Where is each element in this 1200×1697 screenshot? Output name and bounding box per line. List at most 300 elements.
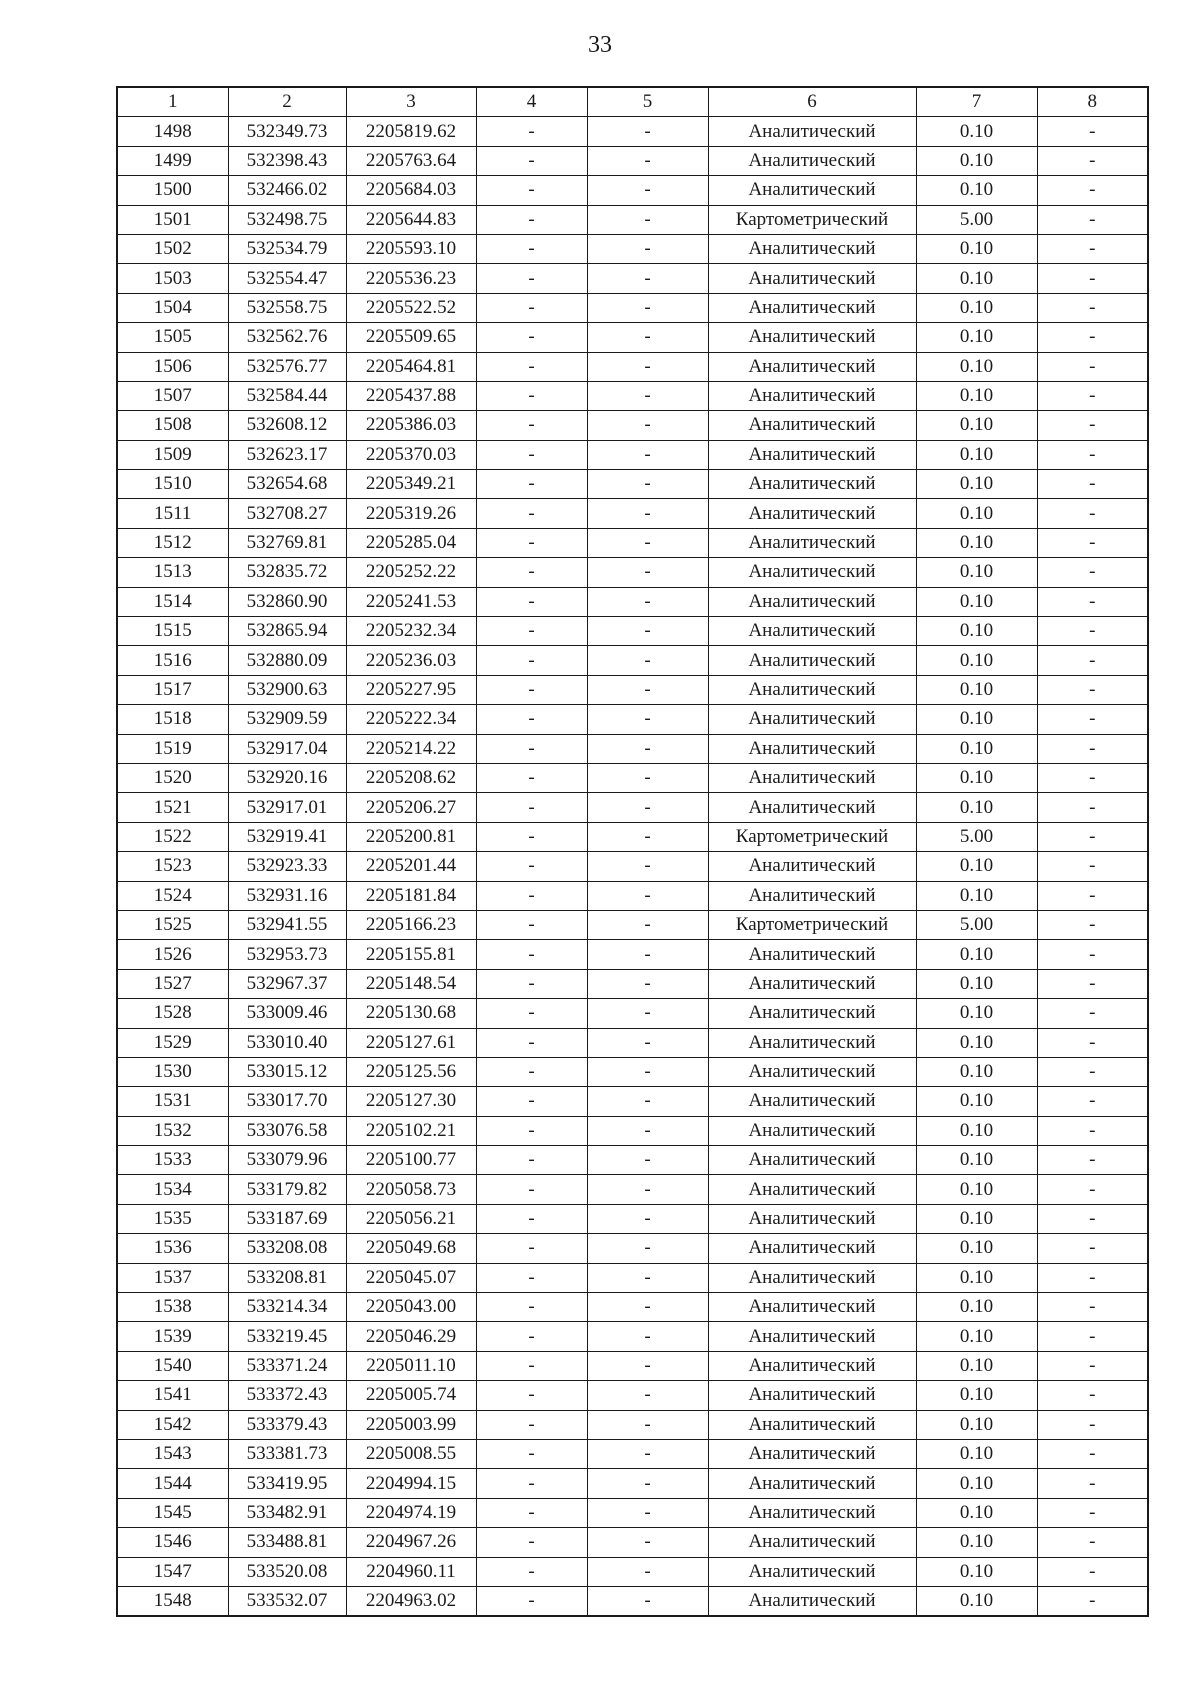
x-coordinate-cell: 532953.73 [228,940,346,969]
column-5-cell: - [587,234,708,263]
x-coordinate-cell: 532498.75 [228,205,346,234]
table-row [117,1057,1148,1086]
table-row [117,117,1148,146]
method-cell: Аналитический [708,1586,916,1616]
method-cell: Аналитический [708,1557,916,1586]
column-4-cell: - [476,234,587,263]
method-cell: Аналитический [708,234,916,263]
column-5-cell: - [587,1028,708,1057]
column-8-cell: - [1037,1263,1148,1292]
method-cell: Аналитический [708,646,916,675]
table-row [117,1087,1148,1116]
method-cell: Аналитический [708,881,916,910]
accuracy-cell: 0.10 [916,940,1037,969]
accuracy-cell: 0.10 [916,1498,1037,1527]
point-number-cell: 1530 [117,1057,228,1086]
column-8-cell: - [1037,1351,1148,1380]
column-5-cell: - [587,1322,708,1351]
point-number-cell: 1523 [117,852,228,881]
x-coordinate-cell: 532558.75 [228,293,346,322]
table-row [117,440,1148,469]
y-coordinate-cell: 2205227.95 [346,675,476,704]
accuracy-cell: 5.00 [916,910,1037,939]
column-4-cell: - [476,940,587,969]
column-4-cell: - [476,205,587,234]
x-coordinate-cell: 532562.76 [228,323,346,352]
column-4-cell: - [476,264,587,293]
method-cell: Аналитический [708,528,916,557]
column-8-cell: - [1037,646,1148,675]
table-row [117,646,1148,675]
x-coordinate-cell: 532835.72 [228,558,346,587]
column-8-cell: - [1037,969,1148,998]
x-coordinate-cell: 533015.12 [228,1057,346,1086]
y-coordinate-cell: 2204974.19 [346,1498,476,1527]
point-number-cell: 1525 [117,910,228,939]
column-4-cell: - [476,1351,587,1380]
method-cell: Аналитический [708,1263,916,1292]
column-5-cell: - [587,1528,708,1557]
column-5-cell: - [587,822,708,851]
column-4-cell: - [476,293,587,322]
accuracy-cell: 0.10 [916,734,1037,763]
x-coordinate-cell: 533419.95 [228,1469,346,1498]
accuracy-cell: 0.10 [916,1381,1037,1410]
y-coordinate-cell: 2205049.68 [346,1234,476,1263]
x-coordinate-cell: 533379.43 [228,1410,346,1439]
x-coordinate-cell: 532860.90 [228,587,346,616]
column-8-cell: - [1037,1410,1148,1439]
method-cell: Аналитический [708,381,916,410]
x-coordinate-cell: 532967.37 [228,969,346,998]
x-coordinate-cell: 532608.12 [228,411,346,440]
table-row [117,940,1148,969]
point-number-cell: 1514 [117,587,228,616]
table-row [117,1116,1148,1145]
column-5-cell: - [587,352,708,381]
column-5-cell: - [587,1498,708,1527]
column-8-cell: - [1037,323,1148,352]
column-5-cell: - [587,617,708,646]
y-coordinate-cell: 2205252.22 [346,558,476,587]
point-number-cell: 1544 [117,1469,228,1498]
column-5-cell: - [587,1351,708,1380]
accuracy-cell: 0.10 [916,1469,1037,1498]
x-coordinate-cell: 532865.94 [228,617,346,646]
column-8-cell: - [1037,940,1148,969]
method-cell: Аналитический [708,1087,916,1116]
y-coordinate-cell: 2205370.03 [346,440,476,469]
column-4-cell: - [476,793,587,822]
y-coordinate-cell: 2205043.00 [346,1293,476,1322]
x-coordinate-cell: 533009.46 [228,999,346,1028]
accuracy-cell: 0.10 [916,1351,1037,1380]
method-cell: Аналитический [708,117,916,146]
accuracy-cell: 0.10 [916,234,1037,263]
point-number-cell: 1517 [117,675,228,704]
x-coordinate-cell: 533520.08 [228,1557,346,1586]
column-4-cell: - [476,558,587,587]
method-cell: Картометрический [708,822,916,851]
x-coordinate-cell: 532708.27 [228,499,346,528]
y-coordinate-cell: 2205464.81 [346,352,476,381]
x-coordinate-cell: 532584.44 [228,381,346,410]
point-number-cell: 1500 [117,176,228,205]
header-cell: 8 [1037,87,1148,117]
column-8-cell: - [1037,1057,1148,1086]
table-row [117,1528,1148,1557]
table-row [117,1381,1148,1410]
table-row [117,323,1148,352]
accuracy-cell: 5.00 [916,205,1037,234]
y-coordinate-cell: 2205127.30 [346,1087,476,1116]
table-row [117,1146,1148,1175]
column-5-cell: - [587,411,708,440]
column-4-cell: - [476,1263,587,1292]
column-4-cell: - [476,646,587,675]
column-5-cell: - [587,381,708,410]
y-coordinate-cell: 2205200.81 [346,822,476,851]
y-coordinate-cell: 2205046.29 [346,1322,476,1351]
x-coordinate-cell: 532349.73 [228,117,346,146]
column-4-cell: - [476,969,587,998]
x-coordinate-cell: 532466.02 [228,176,346,205]
method-cell: Картометрический [708,205,916,234]
accuracy-cell: 0.10 [916,146,1037,175]
column-8-cell: - [1037,1498,1148,1527]
x-coordinate-cell: 532769.81 [228,528,346,557]
table-row [117,528,1148,557]
y-coordinate-cell: 2205003.99 [346,1410,476,1439]
method-cell: Аналитический [708,323,916,352]
table-row [117,734,1148,763]
x-coordinate-cell: 532909.59 [228,705,346,734]
table-row [117,1586,1148,1616]
table-row [117,146,1148,175]
x-coordinate-cell: 533208.81 [228,1263,346,1292]
column-5-cell: - [587,999,708,1028]
column-4-cell: - [476,117,587,146]
column-4-cell: - [476,1293,587,1322]
x-coordinate-cell: 533488.81 [228,1528,346,1557]
point-number-cell: 1547 [117,1557,228,1586]
method-cell: Аналитический [708,1469,916,1498]
point-number-cell: 1524 [117,881,228,910]
table-row [117,352,1148,381]
accuracy-cell: 0.10 [916,176,1037,205]
table-row [117,1439,1148,1468]
column-4-cell: - [476,1557,587,1586]
x-coordinate-cell: 533219.45 [228,1322,346,1351]
column-8-cell: - [1037,528,1148,557]
accuracy-cell: 0.10 [916,381,1037,410]
column-4-cell: - [476,146,587,175]
table-row [117,1498,1148,1527]
table-row [117,293,1148,322]
column-4-cell: - [476,705,587,734]
header-cell: 7 [916,87,1037,117]
column-5-cell: - [587,440,708,469]
accuracy-cell: 0.10 [916,499,1037,528]
method-cell: Картометрический [708,910,916,939]
x-coordinate-cell: 533010.40 [228,1028,346,1057]
accuracy-cell: 0.10 [916,1116,1037,1145]
x-coordinate-cell: 532931.16 [228,881,346,910]
column-8-cell: - [1037,1087,1148,1116]
column-8-cell: - [1037,705,1148,734]
column-4-cell: - [476,1175,587,1204]
column-4-cell: - [476,1498,587,1527]
column-8-cell: - [1037,1439,1148,1468]
y-coordinate-cell: 2204963.02 [346,1586,476,1616]
y-coordinate-cell: 2205045.07 [346,1263,476,1292]
method-cell: Аналитический [708,793,916,822]
column-8-cell: - [1037,117,1148,146]
column-4-cell: - [476,411,587,440]
point-number-cell: 1501 [117,205,228,234]
method-cell: Аналитический [708,1116,916,1145]
table-row [117,999,1148,1028]
column-4-cell: - [476,734,587,763]
y-coordinate-cell: 2205285.04 [346,528,476,557]
column-8-cell: - [1037,617,1148,646]
y-coordinate-cell: 2205437.88 [346,381,476,410]
table-row [117,205,1148,234]
point-number-cell: 1499 [117,146,228,175]
accuracy-cell: 0.10 [916,646,1037,675]
column-5-cell: - [587,1293,708,1322]
y-coordinate-cell: 2205100.77 [346,1146,476,1175]
column-5-cell: - [587,1087,708,1116]
method-cell: Аналитический [708,587,916,616]
column-5-cell: - [587,852,708,881]
method-cell: Аналитический [708,1028,916,1057]
column-5-cell: - [587,1439,708,1468]
point-number-cell: 1532 [117,1116,228,1145]
point-number-cell: 1534 [117,1175,228,1204]
point-number-cell: 1535 [117,1204,228,1233]
accuracy-cell: 0.10 [916,617,1037,646]
point-number-cell: 1538 [117,1293,228,1322]
point-number-cell: 1506 [117,352,228,381]
column-5-cell: - [587,117,708,146]
column-5-cell: - [587,734,708,763]
point-number-cell: 1505 [117,323,228,352]
column-8-cell: - [1037,440,1148,469]
column-5-cell: - [587,910,708,939]
column-8-cell: - [1037,1586,1148,1616]
method-cell: Аналитический [708,675,916,704]
accuracy-cell: 0.10 [916,1263,1037,1292]
column-5-cell: - [587,1234,708,1263]
y-coordinate-cell: 2205232.34 [346,617,476,646]
column-5-cell: - [587,587,708,616]
accuracy-cell: 0.10 [916,705,1037,734]
column-5-cell: - [587,646,708,675]
x-coordinate-cell: 532919.41 [228,822,346,851]
accuracy-cell: 0.10 [916,293,1037,322]
column-4-cell: - [476,1586,587,1616]
method-cell: Аналитический [708,705,916,734]
column-4-cell: - [476,1439,587,1468]
y-coordinate-cell: 2205056.21 [346,1204,476,1233]
column-5-cell: - [587,1263,708,1292]
column-8-cell: - [1037,1234,1148,1263]
method-cell: Аналитический [708,852,916,881]
method-cell: Аналитический [708,999,916,1028]
y-coordinate-cell: 2205349.21 [346,470,476,499]
x-coordinate-cell: 533371.24 [228,1351,346,1380]
y-coordinate-cell: 2205241.53 [346,587,476,616]
column-4-cell: - [476,1146,587,1175]
table-body [117,87,1148,1616]
table-row [117,822,1148,851]
table-row [117,411,1148,440]
column-8-cell: - [1037,352,1148,381]
column-8-cell: - [1037,470,1148,499]
point-number-cell: 1513 [117,558,228,587]
column-8-cell: - [1037,558,1148,587]
x-coordinate-cell: 532923.33 [228,852,346,881]
table-row [117,617,1148,646]
column-4-cell: - [476,323,587,352]
accuracy-cell: 0.10 [916,1175,1037,1204]
y-coordinate-cell: 2205011.10 [346,1351,476,1380]
column-5-cell: - [587,1381,708,1410]
column-8-cell: - [1037,1293,1148,1322]
x-coordinate-cell: 532900.63 [228,675,346,704]
column-5-cell: - [587,1469,708,1498]
y-coordinate-cell: 2205155.81 [346,940,476,969]
accuracy-cell: 0.10 [916,1410,1037,1439]
column-5-cell: - [587,1175,708,1204]
y-coordinate-cell: 2205206.27 [346,793,476,822]
point-number-cell: 1512 [117,528,228,557]
method-cell: Аналитический [708,411,916,440]
header-cell: 6 [708,87,916,117]
table-row [117,499,1148,528]
table-row [117,587,1148,616]
column-4-cell: - [476,999,587,1028]
method-cell: Аналитический [708,1175,916,1204]
point-number-cell: 1543 [117,1439,228,1468]
accuracy-cell: 0.10 [916,881,1037,910]
method-cell: Аналитический [708,440,916,469]
table-row [117,558,1148,587]
accuracy-cell: 0.10 [916,852,1037,881]
x-coordinate-cell: 532941.55 [228,910,346,939]
column-5-cell: - [587,323,708,352]
accuracy-cell: 0.10 [916,969,1037,998]
column-4-cell: - [476,1381,587,1410]
column-5-cell: - [587,176,708,205]
table-row [117,1469,1148,1498]
column-5-cell: - [587,881,708,910]
accuracy-cell: 0.10 [916,264,1037,293]
accuracy-cell: 0.10 [916,1557,1037,1586]
table-row [117,763,1148,792]
accuracy-cell: 0.10 [916,1322,1037,1351]
method-cell: Аналитический [708,1146,916,1175]
column-5-cell: - [587,1410,708,1439]
point-number-cell: 1503 [117,264,228,293]
method-cell: Аналитический [708,1351,916,1380]
column-4-cell: - [476,1234,587,1263]
point-number-cell: 1522 [117,822,228,851]
method-cell: Аналитический [708,1410,916,1439]
point-number-cell: 1528 [117,999,228,1028]
accuracy-cell: 0.10 [916,1439,1037,1468]
accuracy-cell: 0.10 [916,1028,1037,1057]
column-8-cell: - [1037,999,1148,1028]
x-coordinate-cell: 532654.68 [228,470,346,499]
table-row [117,234,1148,263]
column-4-cell: - [476,1528,587,1557]
accuracy-cell: 0.10 [916,1204,1037,1233]
method-cell: Аналитический [708,176,916,205]
column-4-cell: - [476,852,587,881]
table-row [117,1028,1148,1057]
column-8-cell: - [1037,822,1148,851]
x-coordinate-cell: 533079.96 [228,1146,346,1175]
table-row [117,470,1148,499]
column-5-cell: - [587,528,708,557]
y-coordinate-cell: 2205644.83 [346,205,476,234]
column-4-cell: - [476,1087,587,1116]
column-8-cell: - [1037,675,1148,704]
column-8-cell: - [1037,1175,1148,1204]
accuracy-cell: 0.10 [916,117,1037,146]
column-4-cell: - [476,1116,587,1145]
x-coordinate-cell: 532554.47 [228,264,346,293]
point-number-cell: 1546 [117,1528,228,1557]
column-8-cell: - [1037,1469,1148,1498]
column-4-cell: - [476,675,587,704]
method-cell: Аналитический [708,1381,916,1410]
y-coordinate-cell: 2204967.26 [346,1528,476,1557]
table-row [117,910,1148,939]
method-cell: Аналитический [708,1293,916,1322]
header-cell: 3 [346,87,476,117]
column-4-cell: - [476,881,587,910]
column-4-cell: - [476,176,587,205]
method-cell: Аналитический [708,352,916,381]
y-coordinate-cell: 2205236.03 [346,646,476,675]
accuracy-cell: 0.10 [916,352,1037,381]
table-row [117,793,1148,822]
column-8-cell: - [1037,381,1148,410]
accuracy-cell: 0.10 [916,763,1037,792]
y-coordinate-cell: 2205148.54 [346,969,476,998]
column-8-cell: - [1037,1528,1148,1557]
point-number-cell: 1507 [117,381,228,410]
y-coordinate-cell: 2205593.10 [346,234,476,263]
column-8-cell: - [1037,264,1148,293]
method-cell: Аналитический [708,969,916,998]
y-coordinate-cell: 2205201.44 [346,852,476,881]
y-coordinate-cell: 2205181.84 [346,881,476,910]
method-cell: Аналитический [708,940,916,969]
column-5-cell: - [587,1557,708,1586]
column-5-cell: - [587,1057,708,1086]
x-coordinate-cell: 532398.43 [228,146,346,175]
table-row [117,675,1148,704]
point-number-cell: 1521 [117,793,228,822]
y-coordinate-cell: 2205058.73 [346,1175,476,1204]
x-coordinate-cell: 532880.09 [228,646,346,675]
method-cell: Аналитический [708,558,916,587]
table-row [117,1410,1148,1439]
